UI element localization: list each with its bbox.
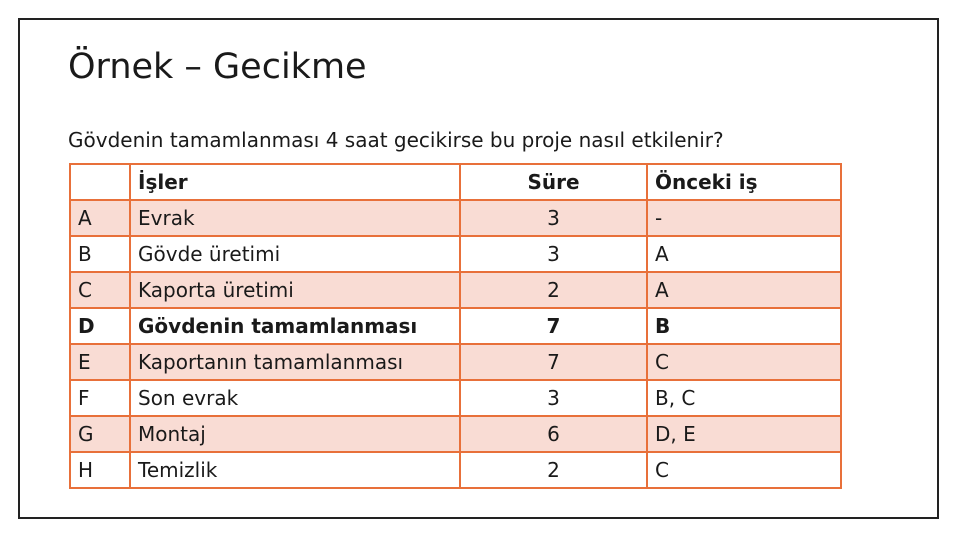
cell-id: A [70, 200, 130, 236]
cell-duration: 7 [460, 344, 647, 380]
cell-id: B [70, 236, 130, 272]
cell-duration: 6 [460, 416, 647, 452]
cell-duration: 2 [460, 272, 647, 308]
table-row [70, 344, 841, 380]
cell-predecessor: D, E [647, 416, 841, 452]
cell-job: Son evrak [130, 380, 460, 416]
table-row [70, 272, 841, 308]
jobs-table [69, 163, 842, 489]
cell-predecessor: A [647, 272, 841, 308]
cell-job: Temizlik [130, 452, 460, 488]
table-row [70, 452, 841, 488]
cell-job: Kaporta üretimi [130, 272, 460, 308]
cell-predecessor: A [647, 236, 841, 272]
header-predecessor: Önceki iş [647, 164, 841, 200]
cell-predecessor: C [647, 452, 841, 488]
cell-id: D [70, 308, 130, 344]
table-row [70, 380, 841, 416]
question-text: Gövdenin tamamlanması 4 saat gecikirse bu proje nasıl etkilenir? [68, 128, 724, 152]
table-row [70, 236, 841, 272]
cell-job: Evrak [130, 200, 460, 236]
cell-job: Gövdenin tamamlanması [130, 308, 460, 344]
cell-job: Gövde üretimi [130, 236, 460, 272]
header-id [70, 164, 130, 200]
cell-predecessor: C [647, 344, 841, 380]
cell-job: Kaportanın tamamlanması [130, 344, 460, 380]
cell-predecessor: - [647, 200, 841, 236]
cell-duration: 7 [460, 308, 647, 344]
header-jobs: İşler [130, 164, 460, 200]
cell-id: E [70, 344, 130, 380]
cell-duration: 3 [460, 236, 647, 272]
cell-predecessor: B [647, 308, 841, 344]
table-row-highlighted [70, 308, 841, 344]
cell-id: F [70, 380, 130, 416]
cell-id: G [70, 416, 130, 452]
cell-id: H [70, 452, 130, 488]
cell-duration: 3 [460, 200, 647, 236]
table-row [70, 416, 841, 452]
cell-duration: 2 [460, 452, 647, 488]
cell-predecessor: B, C [647, 380, 841, 416]
cell-id: C [70, 272, 130, 308]
slide-title: Örnek – Gecikme [68, 47, 367, 87]
header-duration: Süre [460, 164, 647, 200]
cell-job: Montaj [130, 416, 460, 452]
cell-duration: 3 [460, 380, 647, 416]
table-header-row [70, 164, 841, 200]
table-row [70, 200, 841, 236]
